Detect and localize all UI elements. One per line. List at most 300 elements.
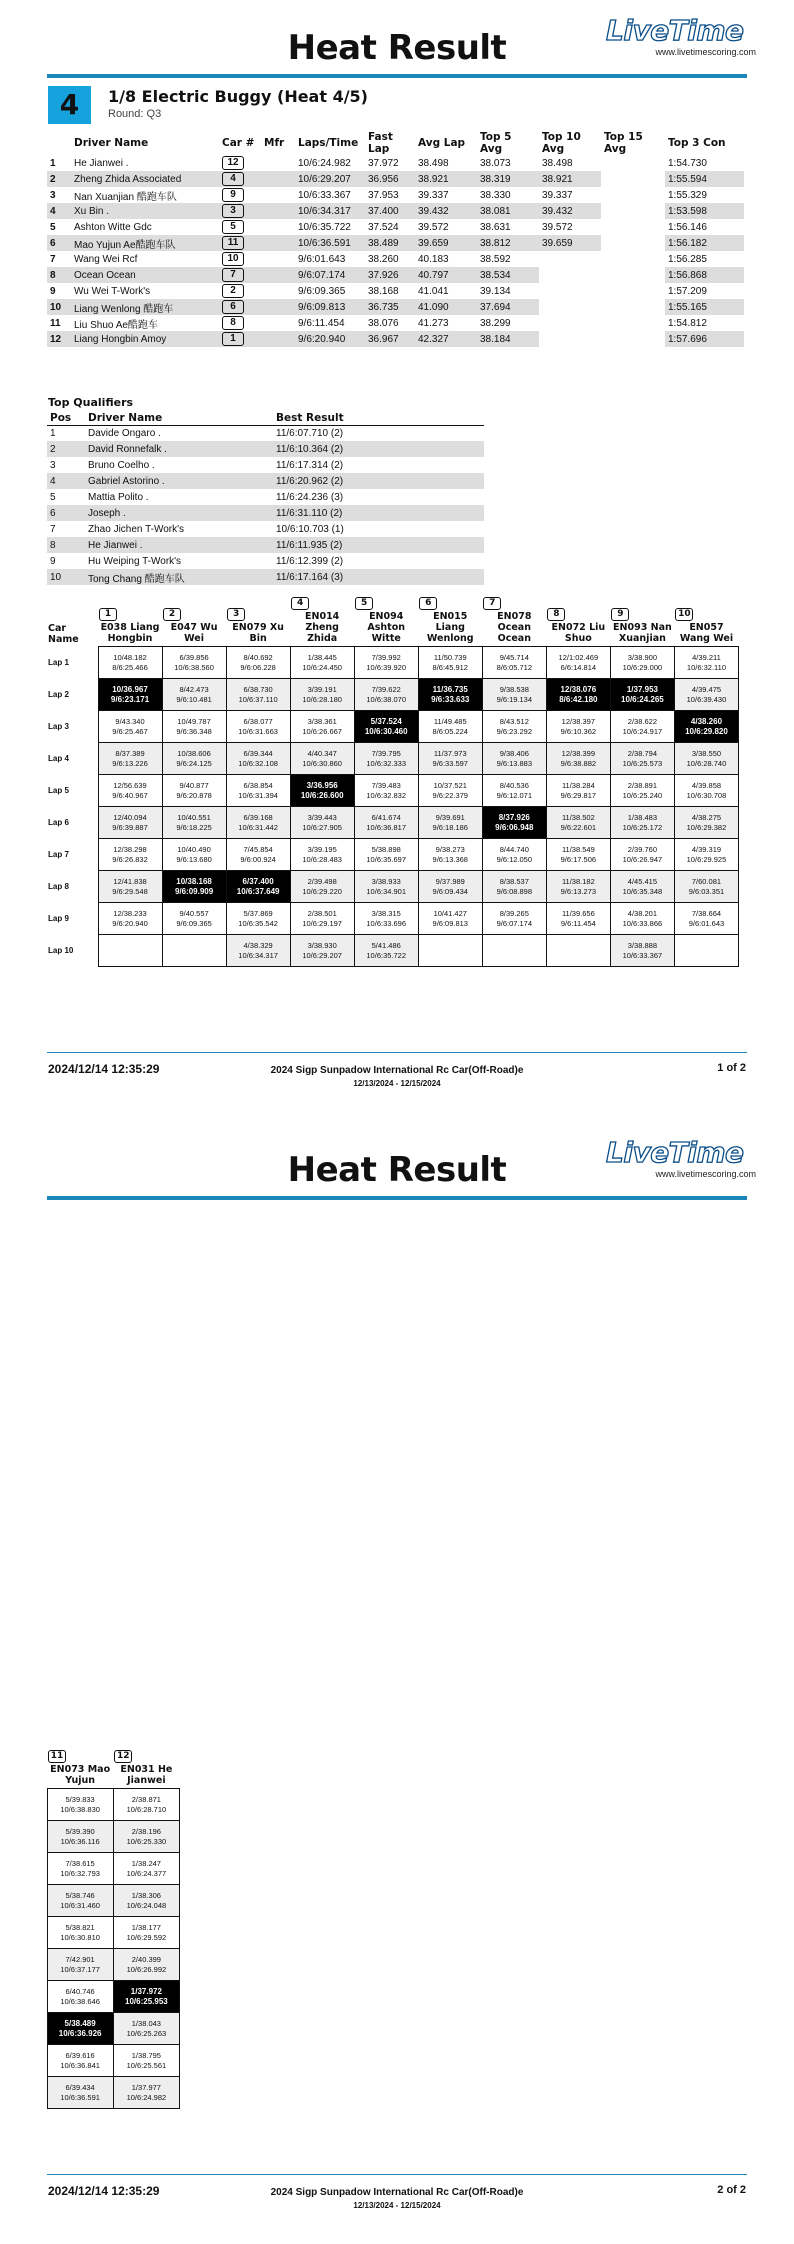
- results-col-header: Laps/Time: [298, 137, 359, 149]
- lap-cell: [290, 743, 354, 775]
- lap-cumulative: 10/6:32.108: [238, 758, 278, 768]
- lap-cumulative: 10/6:28.740: [686, 758, 727, 768]
- result-cell: Liu Shuo Ae酷跑车: [74, 319, 158, 331]
- page-number: 2 of 2: [717, 2184, 746, 2196]
- lap-cell: [226, 775, 290, 807]
- result-cell: [261, 155, 295, 171]
- lap-position-time: 12/40.094: [113, 812, 147, 822]
- qualifier-row: [47, 489, 484, 505]
- car-number-badge: 1: [99, 608, 117, 621]
- lap-cell: [290, 679, 354, 711]
- lap-position-time: 6/40.746: [65, 1986, 95, 1996]
- printed-timestamp: 2024/12/14 12:35:29: [48, 1062, 160, 1076]
- lap-position-time: 1/38.483: [627, 812, 657, 822]
- result-row: [47, 235, 744, 251]
- lap-cell: [482, 775, 546, 807]
- lap-cumulative: 10/6:35.697: [366, 854, 407, 864]
- lap-position-time: 5/38.821: [65, 1922, 95, 1932]
- lap-cell: [226, 679, 290, 711]
- lap-cell: [113, 1853, 179, 1885]
- result-cell: 38.076: [368, 317, 399, 329]
- lap-row: [47, 1981, 180, 2013]
- top-qualifiers-table: [47, 411, 484, 585]
- lap-position-time: 11/38.284: [561, 780, 595, 790]
- lap-cell: [113, 1949, 179, 1981]
- lap-position-time: 11/38.549: [561, 844, 595, 854]
- car-number-badge: 2: [222, 284, 244, 298]
- lap-position-time: 9/39.691: [435, 812, 465, 822]
- lap-cumulative: 10/6:38.646: [60, 1996, 100, 2006]
- livetime-logo: [606, 1138, 756, 1186]
- result-car-cell: [219, 251, 261, 267]
- lap-cell: [98, 743, 162, 775]
- result-row: [47, 203, 744, 219]
- lap-row: [47, 1853, 180, 1885]
- qualifier-cell: 9: [50, 555, 56, 567]
- lap-cell: [354, 839, 418, 871]
- lap-cell: [354, 743, 418, 775]
- lap-position-time: 11/37.973: [433, 748, 467, 758]
- lap-position-time: 10/49.787: [177, 716, 211, 726]
- lap-cumulative: 10/6:24.982: [126, 2092, 167, 2102]
- lap-position-time: 4/39.475: [691, 684, 722, 694]
- lap-cumulative: 9/6:11.454: [560, 918, 596, 928]
- lap-position-time: 1/37.953: [626, 684, 658, 694]
- results-table: [47, 131, 744, 347]
- lap-cell: [418, 711, 482, 743]
- lap-position-time: 12/1:02.469: [558, 652, 599, 662]
- qualifier-cell: David Ronnefalk .: [85, 441, 273, 457]
- lap-position-time: 6/39.344: [243, 748, 273, 758]
- lap-cell: [226, 743, 290, 775]
- result-car-cell: [219, 219, 261, 235]
- lap-chart-header-row: [47, 597, 739, 647]
- result-cell: 39.659: [539, 235, 601, 251]
- footer-event-name: 2024 Sigp Sunpadow International Rc Car(Off-Road)e: [270, 1065, 524, 1076]
- result-cell: 1:56.285: [668, 253, 707, 265]
- lap-chart-page1: [47, 597, 739, 967]
- lap-position-time: 11/39.656: [561, 908, 595, 918]
- qualifier-row: [47, 441, 484, 457]
- best-lap-cell: [546, 679, 610, 711]
- best-lap-cell: [113, 1981, 179, 2013]
- lap-cumulative: 10/6:31.460: [60, 1900, 100, 1910]
- result-cell: 41.041: [418, 285, 449, 297]
- car-number-badge: 3: [222, 204, 244, 218]
- result-car-cell: [219, 283, 261, 299]
- result-cell: 9/6:11.454: [298, 317, 345, 329]
- lap-cumulative: 9/6:03.351: [688, 886, 725, 896]
- lap-position-time: 8/43.512: [499, 716, 529, 726]
- result-cell: [601, 299, 665, 315]
- result-cell: 38.260: [368, 253, 399, 265]
- qualifier-cell: 3: [50, 459, 56, 471]
- lap-position-time: 2/38.794: [627, 748, 657, 758]
- lap-cell: [610, 743, 674, 775]
- lap-cell: [354, 871, 418, 903]
- result-cell: 36.956: [365, 171, 415, 187]
- driver-column-header: [290, 597, 354, 647]
- lap-position-time: 8/38.537: [499, 876, 529, 886]
- footer-event-dates: 12/13/2024 - 12/15/2024: [353, 2201, 441, 2210]
- results-col-header: Top 5 Avg: [480, 131, 512, 155]
- car-line: [355, 597, 417, 610]
- results-col-header: Driver Name: [74, 137, 149, 149]
- lap-position-time: 11/36.735: [432, 684, 468, 694]
- lap-position-time: 7/39.795: [371, 748, 401, 758]
- result-cell: [261, 187, 295, 203]
- lap-cell: [546, 711, 610, 743]
- lap-cumulative: 10/6:31.394: [238, 790, 278, 800]
- lap-cell: [162, 679, 226, 711]
- lap-row: [47, 871, 739, 903]
- lap-cell: [418, 903, 482, 935]
- result-position: 12: [47, 331, 71, 347]
- lap-position-time: 9/38.538: [499, 684, 529, 694]
- lap-cell: [482, 711, 546, 743]
- lap-cumulative: 10/6:29.382: [686, 822, 727, 832]
- lap-position-time: 8/42.473: [179, 684, 209, 694]
- lap-cumulative: 10/6:29.592: [126, 1932, 167, 1942]
- lap-position-time: 7/39.483: [371, 780, 401, 790]
- lap-cumulative: 9/6:33.633: [431, 694, 470, 704]
- lap-position-time: 6/38.077: [243, 716, 273, 726]
- lap-cell: [162, 839, 226, 871]
- result-cell: [601, 219, 665, 235]
- result-row: [47, 187, 744, 203]
- lap-cumulative: 10/6:35.722: [366, 950, 407, 960]
- result-cell: 37.694: [477, 299, 539, 315]
- lap-cumulative: 9/6:08.898: [496, 886, 533, 896]
- lap-cumulative: 9/6:12.071: [496, 790, 533, 800]
- lap-cell: [290, 935, 354, 967]
- lap-row: [47, 1917, 180, 1949]
- lap-cell: [610, 935, 674, 967]
- result-cell: 41.273: [418, 317, 449, 329]
- result-car-cell: [219, 267, 261, 283]
- lap-label: Lap 8: [48, 882, 69, 891]
- car-line: [547, 608, 609, 621]
- lap-cumulative: 9/6:06.228: [240, 662, 276, 672]
- lap-cumulative: 10/6:24.265: [621, 694, 664, 704]
- car-line: [227, 608, 289, 621]
- driver-name: EN094 Ashton Witte: [367, 611, 406, 644]
- lap-cell: [418, 935, 482, 967]
- driver-column-header: [98, 597, 162, 647]
- lap-cell: [354, 775, 418, 807]
- result-cell: [539, 251, 601, 267]
- car-number-badge: 1: [222, 332, 244, 346]
- result-cell: 39.572: [418, 221, 449, 233]
- car-line: [163, 608, 225, 621]
- result-cell: Ashton Witte Gdc: [74, 221, 152, 233]
- lap-position-time: 4/39.858: [691, 780, 722, 790]
- lap-cell: [162, 743, 226, 775]
- lap-cumulative: 10/6:25.240: [622, 790, 663, 800]
- lap-cumulative: 10/6:30.860: [302, 758, 342, 768]
- lap-cumulative: 9/6:29.817: [560, 790, 597, 800]
- lap-position-time: 6/38.854: [243, 780, 273, 790]
- lap-cumulative: 9/6:22.379: [432, 790, 468, 800]
- lap-position-time: 11/38.182: [561, 876, 595, 886]
- logo-wordmark: LiveTime: [606, 1136, 744, 1169]
- lap-cumulative: 10/6:39.430: [686, 694, 727, 704]
- lap-position-time: 8/39.265: [499, 908, 529, 918]
- lap-cell: [418, 871, 482, 903]
- lap-position-time: 7/42.901: [65, 1954, 95, 1964]
- header-rule: [47, 74, 747, 78]
- best-lap-cell: [418, 679, 482, 711]
- result-cell: [601, 203, 665, 219]
- result-cell: Nan Xuanjian 酷跑车队: [74, 191, 177, 203]
- result-cell: 9/6:09.365: [298, 285, 346, 297]
- result-cell: [601, 155, 665, 171]
- lap-cumulative: 10/6:29.820: [685, 726, 728, 736]
- lap-position-time: 3/39.443: [307, 812, 337, 822]
- lap-position-time: 9/38.273: [435, 844, 465, 854]
- lap-cumulative: 10/6:30.460: [364, 726, 408, 736]
- lap-cumulative: 9/6:13.883: [496, 758, 533, 768]
- lap-cell: [47, 1949, 113, 1981]
- footer-rule: [47, 2174, 747, 2175]
- best-lap-cell: [98, 679, 162, 711]
- result-cell: [601, 251, 665, 267]
- result-cell: 38.184: [477, 331, 539, 347]
- result-cell: [261, 219, 295, 235]
- lap-cell: [162, 775, 226, 807]
- lap-position-time: 7/38.664: [691, 908, 722, 918]
- lap-position-time: 10/48.182: [113, 652, 147, 662]
- qualifier-cell: Hu Weiping T-Work's: [88, 555, 182, 567]
- lap-cumulative: 9/6:29.548: [112, 886, 148, 896]
- lap-cell: [226, 807, 290, 839]
- lap-position-time: 4/45.415: [627, 876, 657, 886]
- lap-position-time: 8/40.536: [499, 780, 529, 790]
- result-row: [47, 155, 744, 171]
- lap-row: [47, 647, 739, 679]
- driver-name: EN073 Mao Yujun: [50, 1764, 111, 1786]
- lap-cell: [482, 743, 546, 775]
- qualifier-row: [47, 505, 484, 521]
- lap-cumulative: 10/6:25.263: [126, 2028, 167, 2038]
- lap-cell: [98, 775, 162, 807]
- car-line: [48, 1750, 112, 1763]
- car-number-badge: 12: [222, 156, 244, 170]
- logo-wordmark: LiveTime: [606, 14, 744, 47]
- lap-cumulative: 10/6:38.070: [366, 694, 407, 704]
- lap-label: Lap 10: [48, 946, 74, 955]
- lap-cumulative: 9/6:07.174: [496, 918, 533, 928]
- result-cell: Zheng Zhida Associated: [71, 171, 219, 187]
- lap-cumulative: 9/6:06.948: [495, 822, 534, 832]
- lap-cell: [610, 903, 674, 935]
- lap-cumulative: 10/6:25.172: [622, 822, 663, 832]
- driver-name: E047 Wu Wei: [170, 622, 218, 644]
- result-cell: 10/6:24.982: [298, 157, 351, 169]
- qualifier-cell: 11/6:12.399 (2): [276, 555, 344, 567]
- qualifier-cell: Joseph .: [85, 505, 273, 521]
- qualifier-cell: 11/6:17.314 (2): [276, 459, 344, 471]
- lap-cumulative: 9/6:33.597: [432, 758, 468, 768]
- lap-position-time: 10/40.490: [177, 844, 211, 854]
- lap-cumulative: 9/6:25.467: [112, 726, 148, 736]
- lap-position-time: 3/39.195: [307, 844, 337, 854]
- lap-cell: [162, 935, 226, 967]
- qualifier-row: [47, 473, 484, 489]
- result-position: 9: [50, 285, 56, 297]
- lap-position-time: 6/37.400: [242, 876, 274, 886]
- qualifier-cell: 11/6:31.110 (2): [273, 505, 484, 521]
- lap-label: Lap 3: [48, 722, 69, 731]
- lap-cumulative: 8/6:42.180: [559, 694, 598, 704]
- result-car-cell: [219, 235, 261, 251]
- lap-cell: [482, 903, 546, 935]
- lap-cell: [113, 1789, 179, 1821]
- car-number-badge: 11: [48, 1750, 66, 1763]
- lap-position-time: 1/38.445: [307, 652, 337, 662]
- result-car-cell: [219, 315, 261, 331]
- qualifier-row: [47, 553, 484, 569]
- qualifier-cell: 11/6:10.364 (2): [273, 441, 484, 457]
- result-cell: 1:56.868: [665, 267, 744, 283]
- result-cell: 38.073: [480, 157, 511, 169]
- lap-cumulative: 10/6:31.442: [238, 822, 278, 832]
- lap-position-time: 4/38.329: [243, 940, 273, 950]
- lap-position-time: 4/39.319: [691, 844, 722, 854]
- lap-cell: [418, 839, 482, 871]
- driver-name: EN079 Xu Bin: [232, 622, 284, 644]
- qualifier-cell: 10/6:10.703 (1): [276, 523, 344, 535]
- result-cell: 1:55.165: [665, 299, 744, 315]
- lap-cell: [47, 2045, 113, 2077]
- lap-position-time: 3/38.933: [371, 876, 401, 886]
- best-lap-cell: [610, 679, 674, 711]
- lap-cell: [98, 647, 162, 679]
- driver-name: EN057 Wang Wei: [679, 622, 734, 644]
- lap-cell: [546, 871, 610, 903]
- lap-label: Lap 1: [48, 658, 69, 667]
- car-number-badge: 4: [291, 597, 309, 610]
- result-cell: 38.168: [368, 285, 399, 297]
- result-cell: 41.090: [415, 299, 477, 315]
- car-number-badge: 9: [222, 188, 244, 202]
- driver-name: EN072 Liu Shuo: [551, 622, 606, 644]
- result-cell: [539, 299, 601, 315]
- lap-position-time: 4/39.211: [692, 652, 721, 662]
- result-cell: 37.524: [368, 221, 399, 233]
- result-cell: [601, 235, 665, 251]
- result-cell: 40.797: [415, 267, 477, 283]
- lap-cell: [610, 647, 674, 679]
- lap-cell: [47, 1885, 113, 1917]
- best-lap-cell: [354, 711, 418, 743]
- lap-cell: [482, 647, 546, 679]
- lap-cumulative: 8/6:45.912: [432, 662, 468, 672]
- lap-position-time: 5/37.869: [243, 908, 273, 918]
- lap-cell: [290, 839, 354, 871]
- lap-cell: [418, 743, 482, 775]
- results-col-header: Top 3 Con: [668, 137, 726, 149]
- lap-cumulative: 10/6:33.696: [366, 918, 407, 928]
- lap-cumulative: 9/6:23.292: [496, 726, 533, 736]
- result-cell: Wu Wei T-Work's: [74, 285, 151, 297]
- lap-cell: [47, 1853, 113, 1885]
- lap-position-time: 10/40.551: [177, 812, 211, 822]
- lap-chart-header-row: [47, 1750, 180, 1789]
- lap-label: Lap 6: [48, 818, 69, 827]
- lap-cell: [290, 807, 354, 839]
- lap-cumulative: 10/6:24.450: [302, 662, 342, 672]
- lap-position-time: 6/39.434: [65, 2082, 95, 2092]
- lap-position-time: 3/39.191: [307, 684, 337, 694]
- driver-column-header: [610, 597, 674, 647]
- lap-cumulative: 9/6:18.186: [432, 822, 468, 832]
- lap-cumulative: 10/6:32.333: [366, 758, 407, 768]
- lap-row: [47, 1949, 180, 1981]
- result-cell: Mao Yujun Ae酷跑车队: [71, 235, 219, 251]
- lap-cell: [418, 775, 482, 807]
- lap-cumulative: 10/6:26.947: [622, 854, 663, 864]
- lap-cumulative: 10/6:38.830: [60, 1804, 100, 1814]
- result-cell: [539, 331, 601, 347]
- lap-cumulative: 9/6:24.125: [176, 758, 212, 768]
- driver-column-header: [226, 597, 290, 647]
- lap-cumulative: 10/6:29.925: [686, 854, 727, 864]
- lap-cumulative: 10/6:30.810: [60, 1932, 100, 1942]
- lap-cumulative: 9/6:00.924: [240, 854, 276, 864]
- lap-cumulative: 9/6:20.878: [176, 790, 212, 800]
- lap-cumulative: 10/6:29.000: [622, 662, 663, 672]
- lap-label: Lap 2: [48, 690, 69, 699]
- lap-cell: [546, 647, 610, 679]
- result-position: 4: [47, 203, 71, 219]
- result-cell: 39.572: [542, 221, 573, 233]
- result-row: [47, 315, 744, 331]
- car-number-badge: 5: [222, 220, 244, 234]
- result-cell: 39.134: [480, 285, 511, 297]
- result-position: 2: [47, 171, 71, 187]
- result-cell: 38.081: [477, 203, 539, 219]
- qualifier-cell: 11/6:11.935 (2): [273, 537, 484, 553]
- lap-cell: [674, 647, 738, 679]
- lap-cumulative: 9/6:19.134: [496, 694, 533, 704]
- name-row-label: Name: [48, 633, 79, 645]
- lap-position-time: 11/38.502: [561, 812, 595, 822]
- result-cell: 9/6:01.643: [298, 253, 346, 265]
- lap-position-time: 1/37.972: [130, 1986, 162, 1996]
- qualifier-cell: Zhao Jichen T-Work's: [88, 523, 185, 535]
- lap-cumulative: 9/6:13.226: [112, 758, 148, 768]
- result-cell: 38.631: [480, 221, 511, 233]
- car-number-badge: 6: [419, 597, 437, 610]
- result-cell: 37.953: [368, 189, 399, 201]
- driver-name: E038 Liang Hongbin: [100, 622, 160, 644]
- lap-position-time: 1/38.043: [131, 2018, 161, 2028]
- lap-cumulative: 10/6:24.917: [622, 726, 663, 736]
- lap-position-time: 9/37.989: [435, 876, 465, 886]
- lap-row: [47, 839, 739, 871]
- lap-cell: [418, 807, 482, 839]
- lap-position-time: 6/38.730: [243, 684, 273, 694]
- lap-position-time: 3/36.956: [306, 780, 338, 790]
- lap-cell: [113, 1917, 179, 1949]
- lap-label: Lap 5: [48, 786, 69, 795]
- lap-cumulative: 10/6:29.197: [302, 918, 342, 928]
- lap-position-time: 2/38.501: [307, 908, 337, 918]
- driver-name: EN015 Liang Wenlong: [426, 611, 474, 644]
- lap-cell: [674, 935, 738, 967]
- result-cell: 1:56.182: [665, 235, 744, 251]
